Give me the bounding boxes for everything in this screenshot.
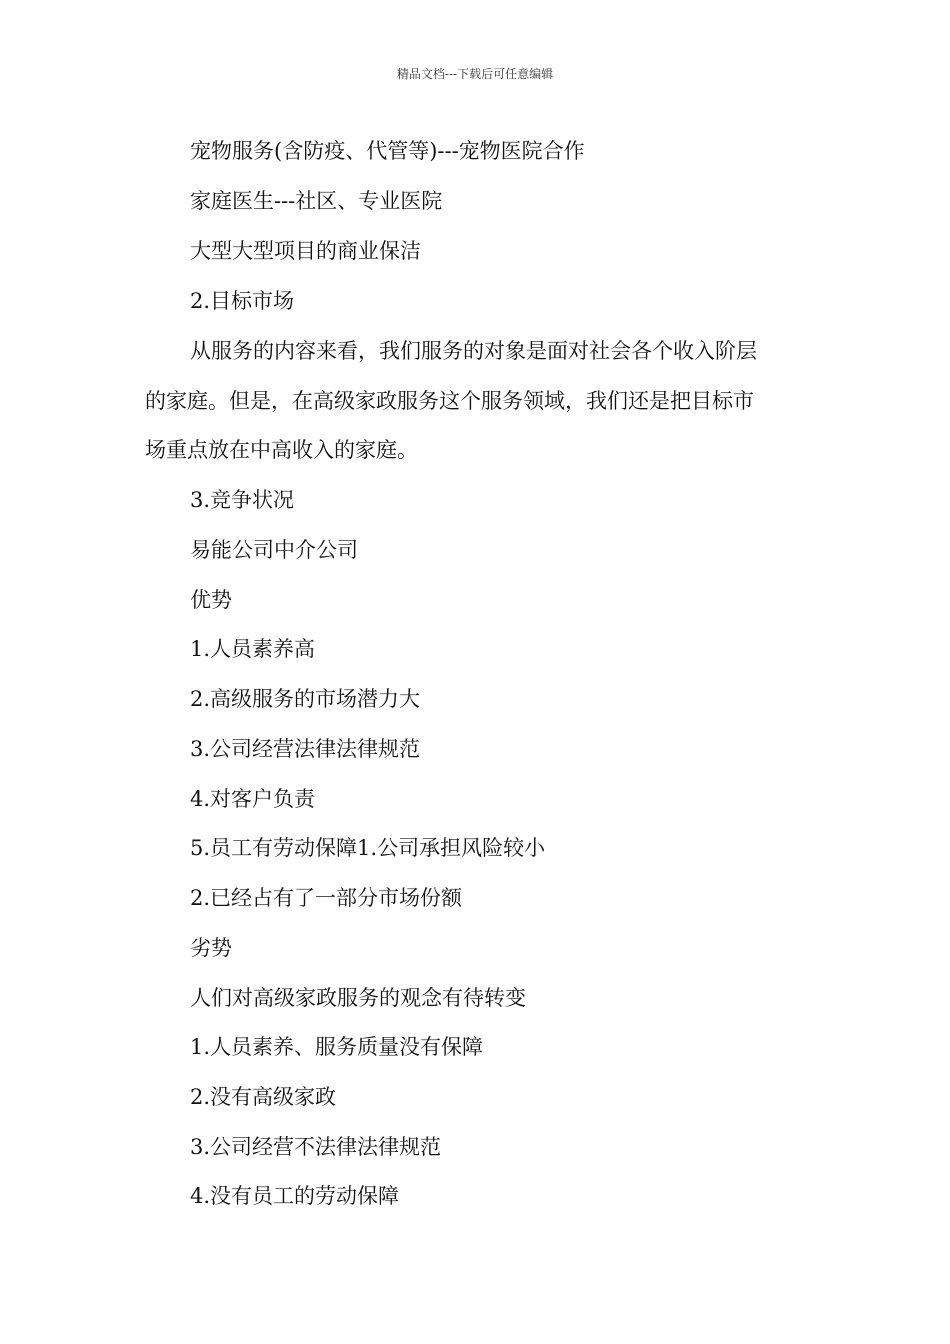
paragraph-line: 易能公司中介公司 [190, 538, 358, 562]
paragraph-line: 家庭医生---社区、专业医院 [190, 189, 443, 213]
list-item: 1.人员素养、服务质量没有保障 [190, 1035, 484, 1059]
list-item: 2.没有高级家政 [190, 1085, 337, 1109]
paragraph-line: 人们对高级家政服务的观念有待转变 [190, 986, 526, 1010]
section-heading: 3.竞争状况 [190, 488, 295, 512]
list-item: 3.公司经营不法律法律规范 [190, 1135, 442, 1159]
list-item: 2.高级服务的市场潜力大 [190, 687, 421, 711]
paragraph-line: 场重点放在中高收入的家庭。 [145, 438, 418, 462]
page-header: 精品文档---下载后可任意编辑 [396, 67, 554, 81]
list-item: 4.对客户负责 [190, 787, 316, 811]
subheading-advantages: 优势 [190, 588, 232, 612]
list-item: 1.人员素养高 [190, 637, 316, 661]
paragraph-line: 宠物服务(含防疫、代管等)---宠物医院合作 [190, 139, 585, 163]
paragraph-line: 大型大型项目的商业保洁 [190, 239, 421, 263]
list-item: 2.已经占有了一部分市场份额 [190, 886, 463, 910]
subheading-disadvantages: 劣势 [190, 936, 232, 960]
list-item: 5.员工有劳动保障1.公司承担风险较小 [190, 836, 546, 860]
paragraph-line: 从服务的内容来看，我们服务的对象是面对社会各个收入阶层 [190, 339, 757, 363]
paragraph-line: 的家庭。但是，在高级家政服务这个服务领域，我们还是把目标市 [145, 389, 754, 413]
list-item: 4.没有员工的劳动保障 [190, 1184, 400, 1208]
section-heading: 2.目标市场 [190, 289, 295, 313]
list-item: 3.公司经营法律法律规范 [190, 737, 421, 761]
